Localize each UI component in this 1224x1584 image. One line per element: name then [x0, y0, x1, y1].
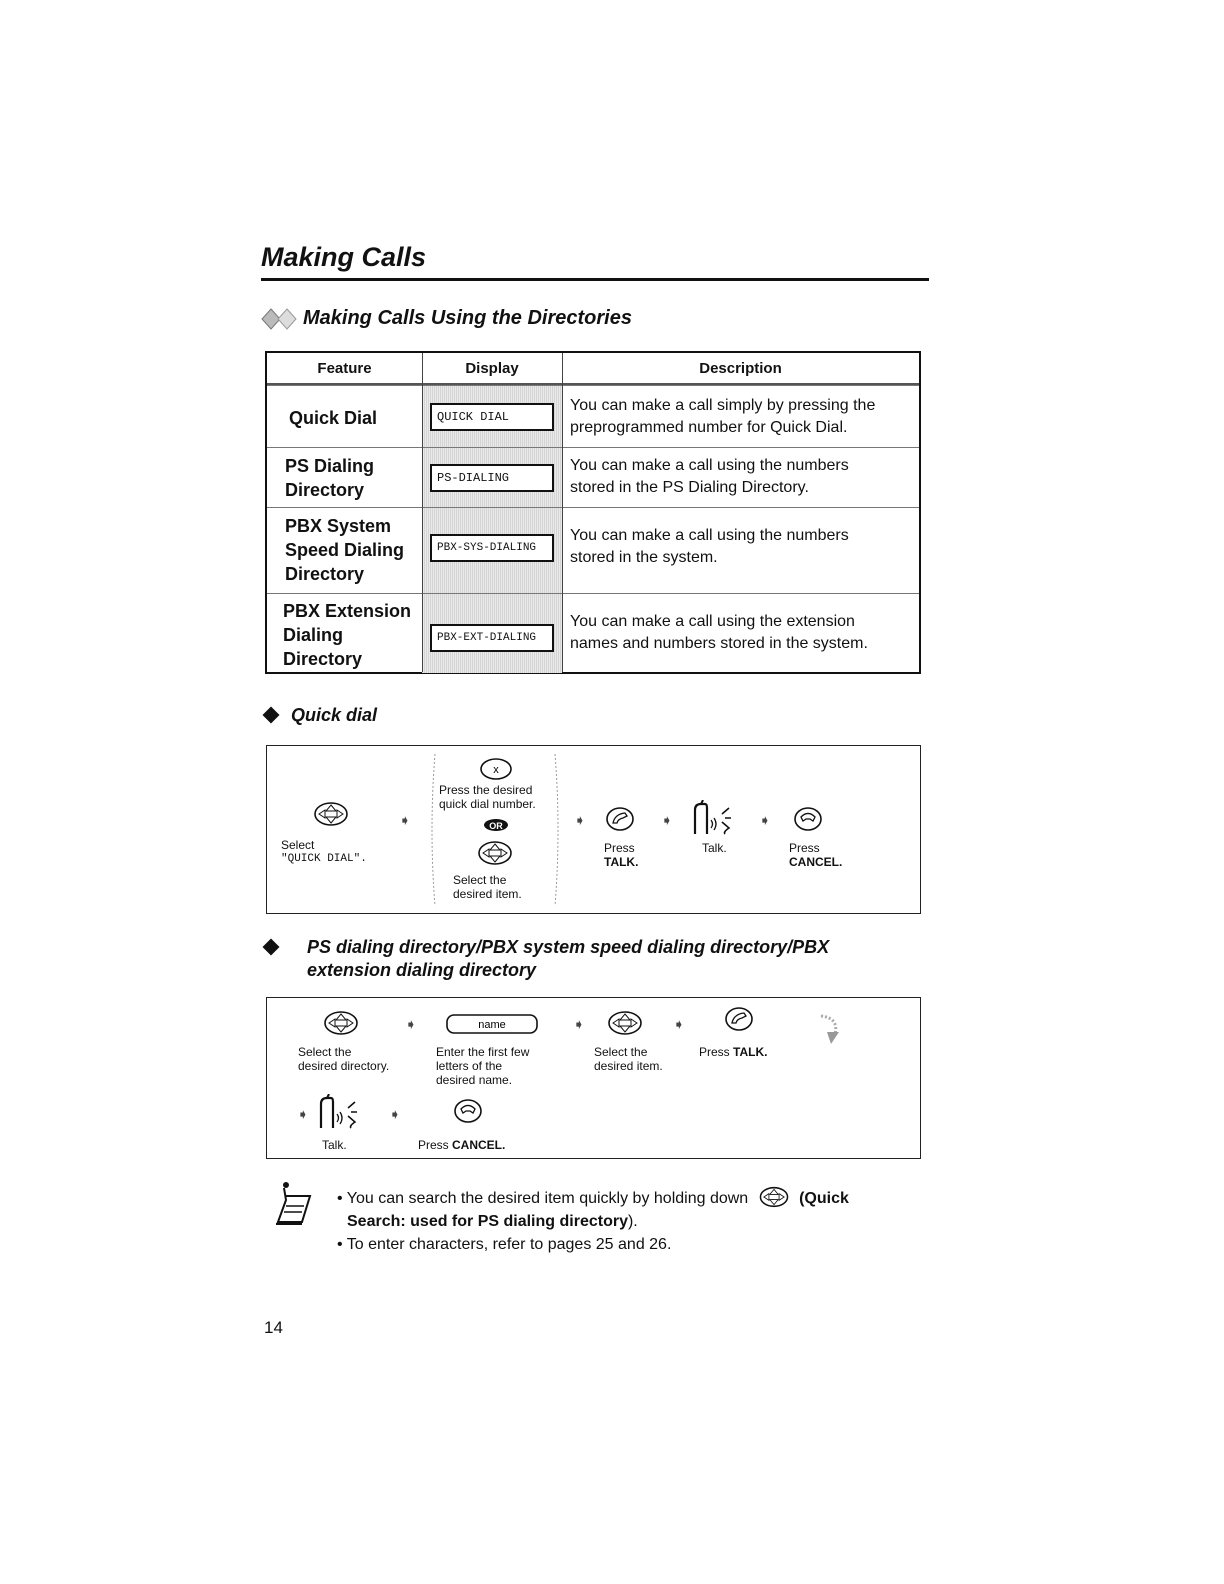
column-divider	[562, 353, 563, 672]
arrow-icon: ➧	[574, 812, 586, 828]
lcd-display: QUICK DIAL	[430, 403, 554, 431]
quick-dial-procedure	[266, 745, 921, 914]
cancel-key-icon	[453, 1098, 483, 1129]
display-cell	[422, 508, 562, 594]
table-row	[267, 447, 919, 508]
arrow-icon: ➧	[399, 812, 411, 828]
feature-name: PBX System Speed Dialing Directory	[285, 516, 405, 584]
name-key-icon	[445, 1013, 539, 1040]
select-directory-caption: Select the desired directory.	[298, 1045, 390, 1073]
section-diamond-icon	[261, 308, 301, 335]
page-title: Making Calls	[261, 242, 427, 272]
arrow-icon: ➧	[661, 812, 673, 828]
directory-procedure	[266, 997, 921, 1159]
display-cell	[422, 386, 562, 448]
navigator-key-icon	[477, 840, 513, 871]
bullet-diamond-icon	[263, 707, 280, 724]
quick-dial-heading: Quick dial	[291, 705, 378, 725]
section-title: Making Calls Using the Directories	[303, 307, 632, 329]
svg-text:name: name	[478, 1019, 506, 1031]
talk-key-icon	[724, 1006, 754, 1037]
arrow-icon: ➧	[573, 1016, 585, 1032]
title-rule	[261, 278, 929, 281]
cancel-key-icon	[793, 806, 823, 837]
lcd-display: PBX-SYS-DIALING	[430, 534, 554, 562]
header-description: Description	[562, 353, 919, 385]
arrow-icon: ➧	[759, 812, 771, 828]
arrow-icon: ➧	[673, 1016, 685, 1032]
note-pad-icon	[272, 1180, 316, 1233]
talking-person-icon	[315, 1094, 363, 1135]
talk-caption: Talk.	[702, 841, 727, 855]
x-key-icon	[479, 757, 513, 786]
column-divider	[422, 353, 423, 672]
press-cancel-caption: Press CANCEL.	[418, 1138, 506, 1152]
feature-description: You can make a call using the extension names and numbers stored in the system.	[570, 613, 868, 652]
svg-text:x: x	[493, 764, 499, 776]
press-cancel-caption: Press CANCEL.	[789, 841, 843, 869]
lcd-display: PBX-EXT-DIALING	[430, 624, 554, 652]
table-row	[267, 507, 919, 594]
select-caption: Select "QUICK DIAL".	[281, 838, 367, 865]
table-row	[267, 385, 919, 448]
enter-letters-caption: Enter the first few letters of the desired name.	[436, 1045, 530, 1087]
navigator-key-icon	[607, 1010, 643, 1041]
page-number: 14	[264, 1318, 283, 1337]
feature-description: You can make a call using the numbers stored in the system.	[570, 527, 849, 566]
navigator-key-icon	[323, 1010, 359, 1041]
feature-name: Quick Dial	[289, 408, 378, 428]
arrow-icon: ➧	[405, 1016, 417, 1032]
header-feature: Feature	[267, 353, 422, 385]
arrow-icon: ➧	[389, 1106, 401, 1122]
svg-text:OR: OR	[489, 821, 503, 831]
header-display: Display	[422, 353, 562, 385]
feature-description: You can make a call simply by pressing the preprogrammed number for Quick Dial.	[570, 397, 876, 436]
talking-person-icon	[689, 800, 737, 841]
table-row	[267, 593, 919, 673]
feature-name: PS Dialing Directory	[285, 456, 375, 500]
feature-table	[265, 351, 921, 674]
or-badge-icon	[483, 818, 509, 837]
note-quick-search: • You can search the desired item quickly by holding down (Quick Search: used for PS dialing directory).	[337, 1186, 849, 1233]
select-item-caption: Select the desired item.	[453, 873, 522, 901]
select-item-caption: Select the desired item.	[594, 1045, 663, 1073]
display-cell	[422, 594, 562, 673]
bullet-diamond-icon	[263, 939, 280, 956]
navigator-key-icon	[757, 1186, 791, 1208]
press-talk-caption: Press TALK.	[604, 841, 639, 869]
press-talk-caption: Press TALK.	[699, 1045, 768, 1059]
feature-description: You can make a call using the numbers stored in the PS Dialing Directory.	[570, 457, 849, 496]
navigator-key-icon	[313, 801, 349, 832]
arrow-icon: ➧	[297, 1106, 309, 1122]
directory-heading: PS dialing directory/PBX system speed dialing directory/PBX extension dialing directory	[307, 937, 830, 980]
note-enter-characters: • To enter characters, refer to pages 25 and 26.	[337, 1236, 672, 1253]
display-cell	[422, 448, 562, 508]
lcd-display: PS-DIALING	[430, 464, 554, 492]
continue-arrow-icon	[817, 1012, 841, 1055]
feature-name: PBX Extension Dialing Directory	[283, 601, 412, 669]
press-desired-caption: Press the desired quick dial number.	[439, 783, 536, 811]
talk-caption: Talk.	[322, 1138, 347, 1152]
talk-key-icon	[605, 806, 635, 837]
